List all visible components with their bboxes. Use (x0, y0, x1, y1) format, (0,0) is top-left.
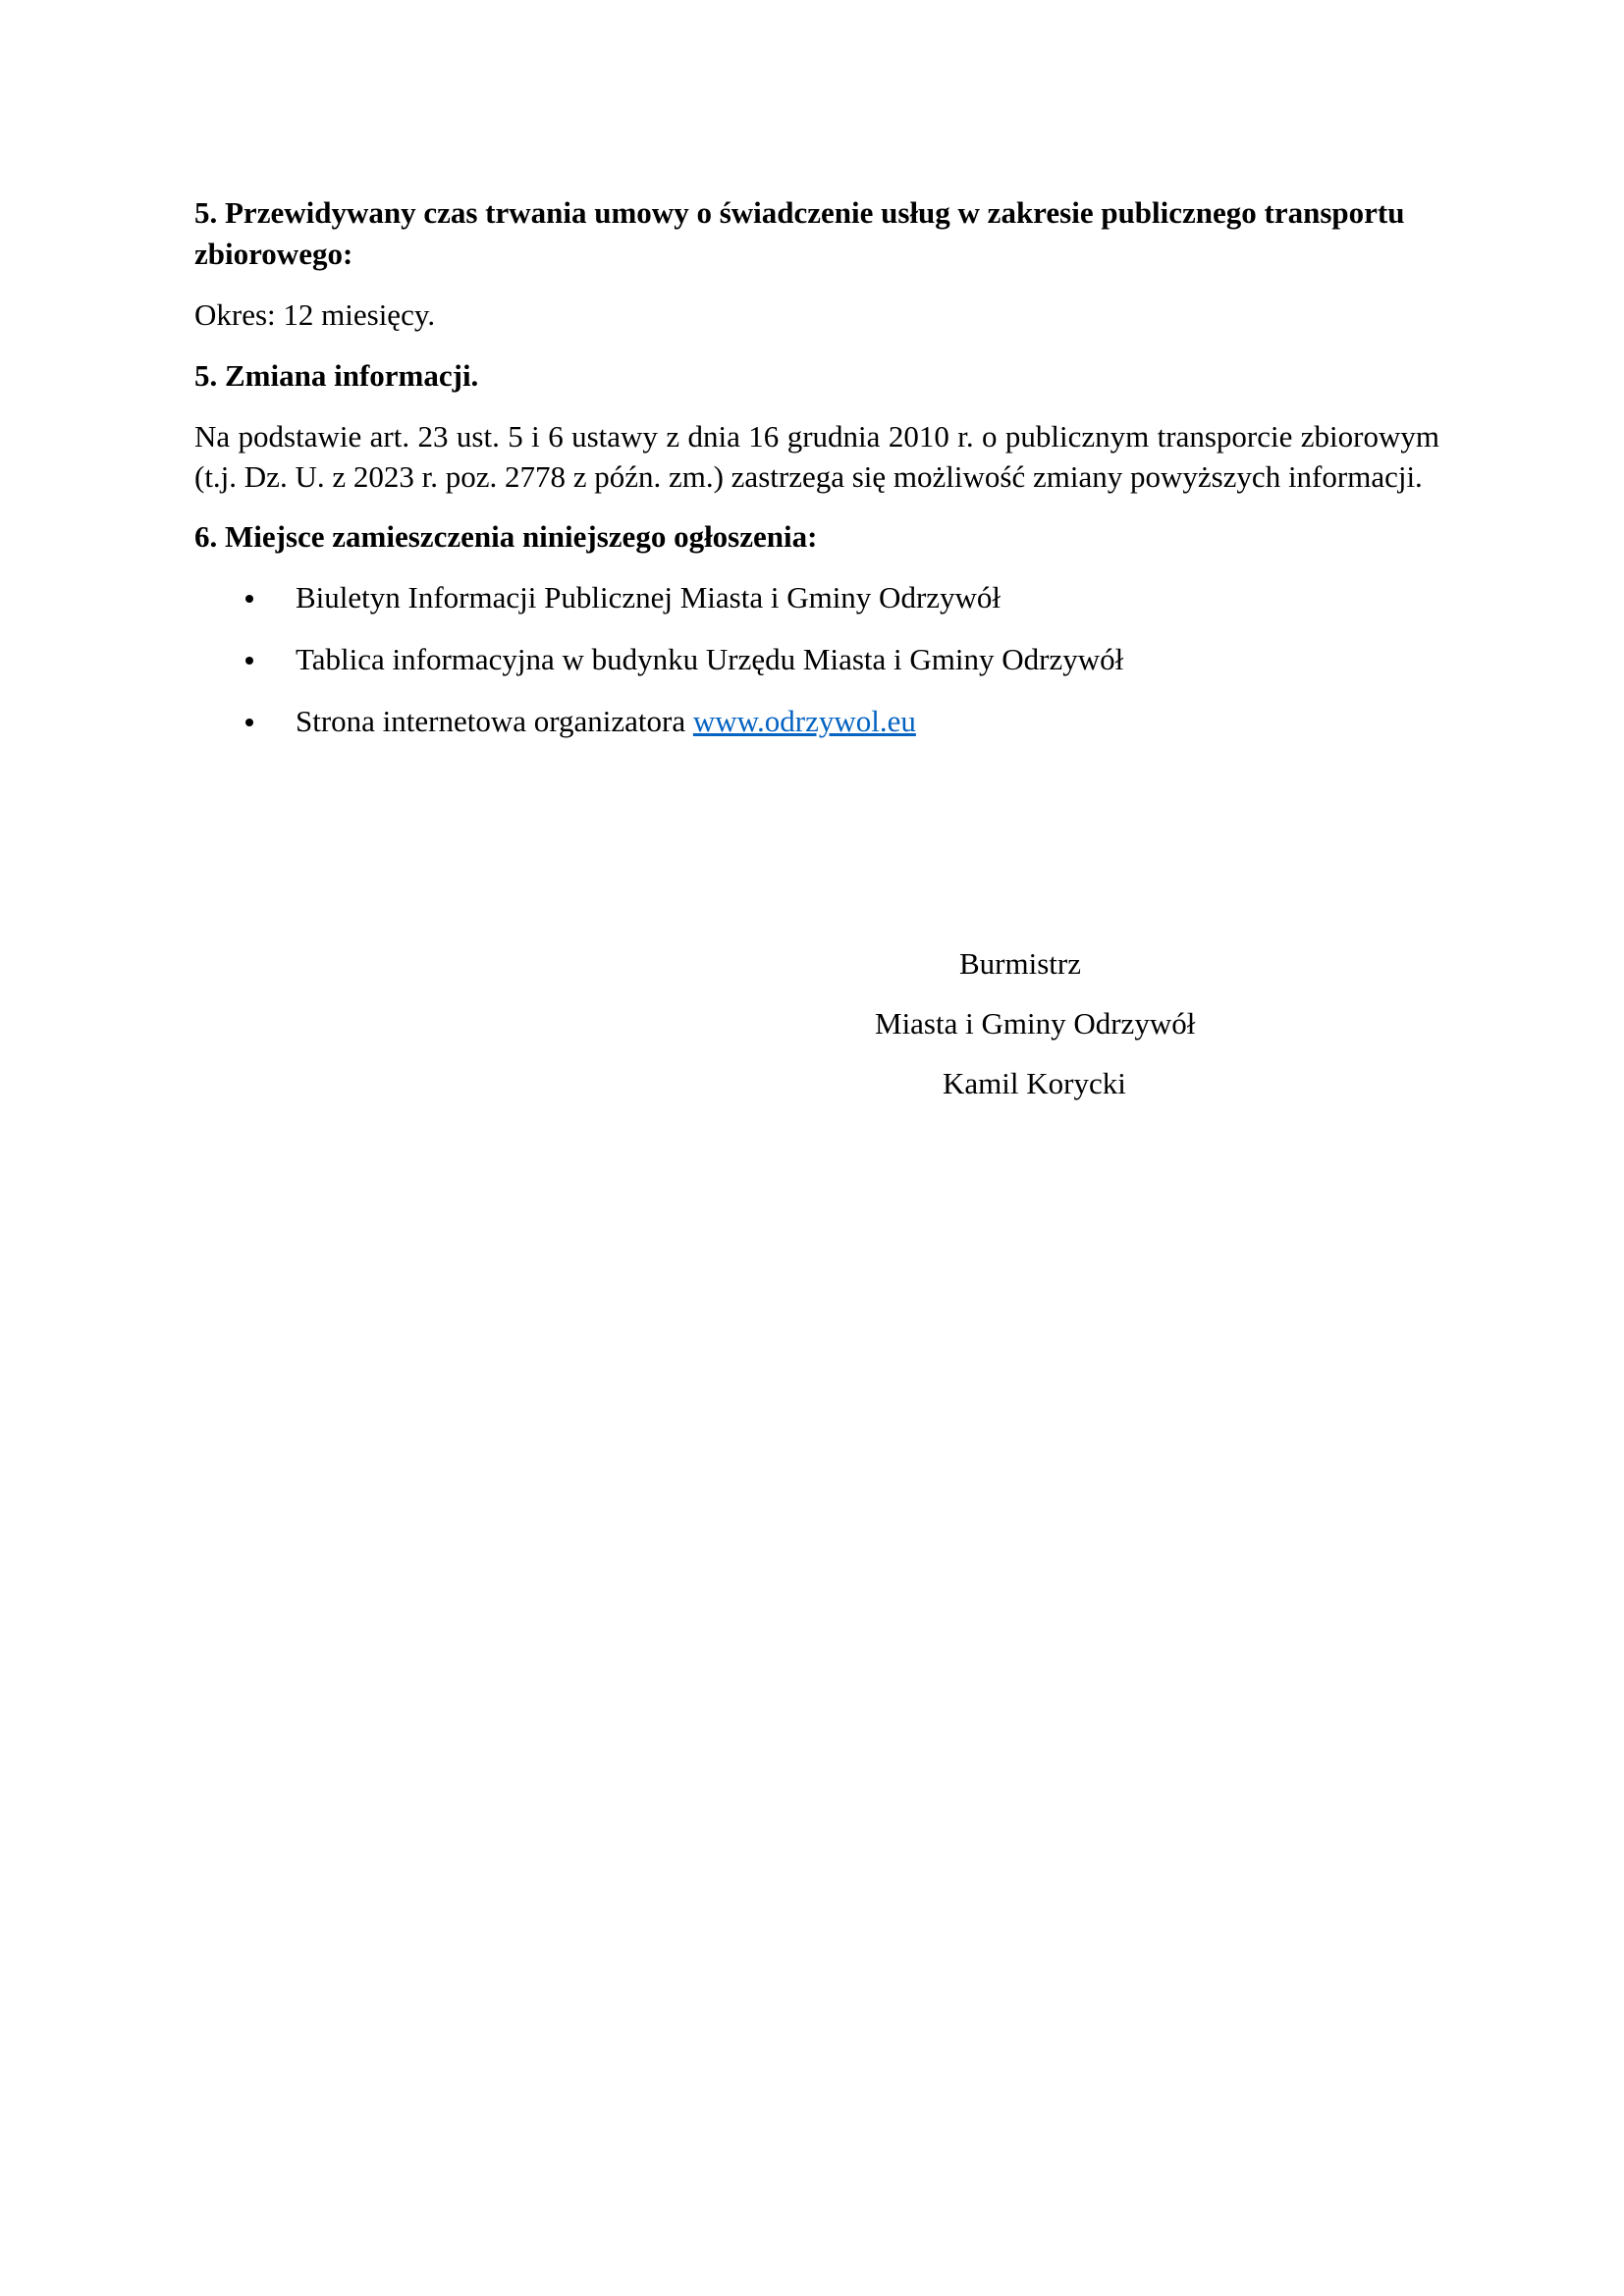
duration-text: Okres: 12 miesięcy. (194, 297, 436, 332)
signature-office: Miasta i Gminy Odrzywół (875, 1006, 1196, 1041)
bullet-icon (245, 595, 253, 603)
list-item (194, 639, 1439, 680)
place-list (194, 577, 1439, 742)
change-text: Na podstawie art. 23 ust. 5 i 6 ustawy z dnia 16 grudnia 2010 r. o publicznym transporcie zbiorowym (t.j. Dz. U. z 2023 r. poz. 2778 z późn. zm.) zastrzega się możliwość zmiany powyższych informacji. (194, 419, 1439, 494)
list-item-text: Tablica informacyjna w budynku Urzędu Miasta i Gminy Odrzywół (296, 642, 1124, 676)
list-item-text: Strona internetowa organizatora (296, 704, 693, 738)
duration-heading: 5. Przewidywany czas trwania umowy o świadczenie usług w zakresie publicznego transportu zbiorowego: (194, 195, 1405, 271)
document-body (194, 192, 1439, 763)
bullet-icon (245, 657, 253, 665)
signature-block (844, 943, 1257, 1123)
list-item-text: Biuletyn Informacji Publicznej Miasta i Gminy Odrzywół (296, 580, 1001, 614)
change-heading: 5. Zmiana informacji. (194, 358, 479, 393)
list-item (194, 701, 1439, 742)
place-heading: 6. Miejsce zamieszczenia niniejszego ogłoszenia: (194, 519, 818, 554)
website-link[interactable]: www.odrzywol.eu (692, 704, 916, 738)
list-item (194, 577, 1439, 618)
signature-name: Kamil Korycki (943, 1066, 1126, 1100)
signature-title: Burmistrz (959, 946, 1081, 981)
bullet-icon (245, 719, 253, 726)
